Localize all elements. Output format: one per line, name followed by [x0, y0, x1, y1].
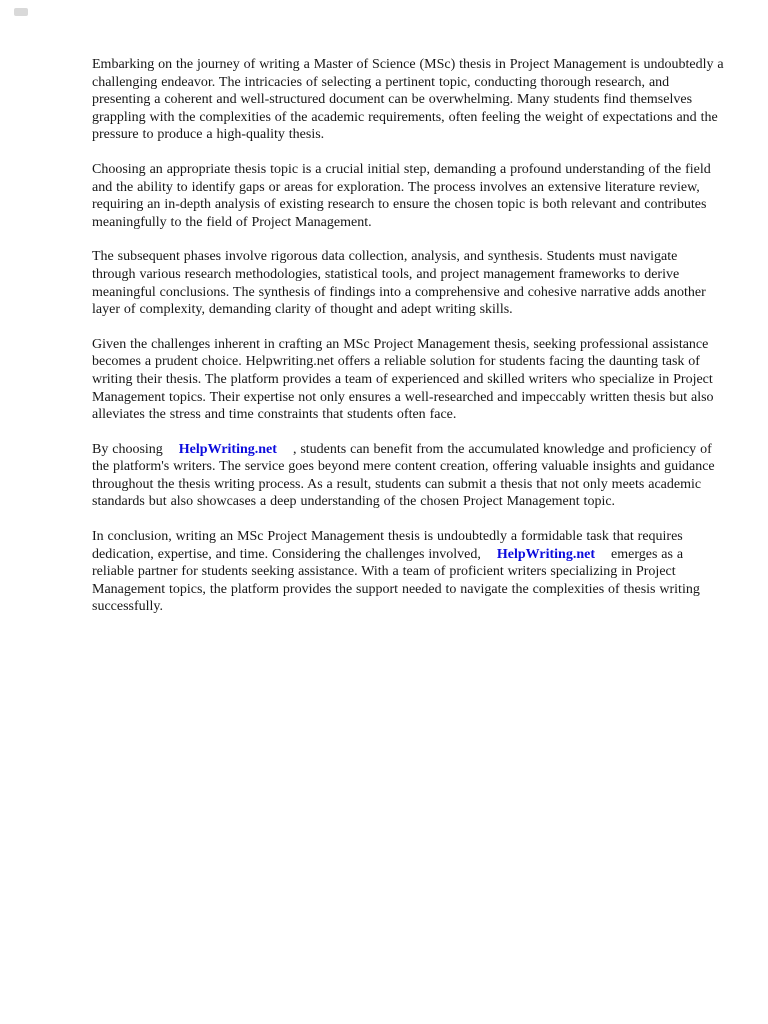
- paragraph-3: [92, 248, 724, 318]
- scan-corner-artifact: [14, 8, 28, 16]
- helpwriting-net-link[interactable]: HelpWriting.net: [178, 441, 277, 457]
- paragraph-text: emerges as a reliable partner for students seeking assistance. With a team of proficient writers specializing in Project Management topics, the platform provides the support needed to navigate the complexities of thesis writing successfully.: [92, 546, 700, 615]
- paragraph-text: The subsequent phases involve rigorous data collection, analysis, and synthesis. Students must navigate through various research methodologies, statistical tools, and project management frameworks to derive meaningful conclusions. The synthesis of findings into a comprehensive and cohesive narrative adds another layer of complexity, demanding clarity of thought and adept writing skills.: [92, 249, 706, 318]
- paragraph-6: [92, 528, 724, 616]
- paragraph-4: [92, 336, 724, 424]
- paragraph-text: Embarking on the journey of writing a Master of Science (MSc) thesis in Project Management is undoubtedly a challenging endeavor. The intricacies of selecting a pertinent topic, conducting thorough research, and presenting a coherent and well-structured document can be overwhelming. Many students find themselves grappling with the complexities of the academic requirements, often feeling the weight of expectations and the pressure to produce a high-quality thesis.: [92, 57, 724, 143]
- paragraph-text: Given the challenges inherent in crafting an MSc Project Management thesis, seeking professional assistance becomes a prudent choice. Helpwriting.net offers a reliable solution for students facing the daunting task of writing their thesis. The platform provides a team of experienced and skilled writers who specialize in Project Management topics. Their expertise not only ensures a well-researched and impeccably written thesis but also alleviates the stress and time constraints that students often face.: [92, 336, 714, 423]
- paragraph-1: [92, 56, 724, 144]
- paragraph-2: [92, 161, 724, 231]
- paragraph-5: [92, 441, 724, 511]
- paragraph-text: , students can benefit from the accumulated knowledge and proficiency of the platform's writers. The service goes beyond mere content creation, offering valuable insights and guidance throughout the thesis writing process. As a result, students can submit a thesis that not only meets academic standards but also showcases a deep understanding of the chosen Project Management topic.: [92, 441, 715, 510]
- document-content: [92, 56, 724, 633]
- paragraph-text: Choosing an appropriate thesis topic is a crucial initial step, demanding a profound understanding of the field and the ability to identify gaps or areas for exploration. The process involves an extensive literature review, requiring an in-depth analysis of existing research to ensure the chosen topic is both relevant and contributes meaningfully to the field of Project Management.: [92, 161, 711, 230]
- paragraph-text: By choosing: [92, 441, 163, 457]
- paragraph-text: In conclusion, writing an MSc Project Management thesis is undoubtedly a formidable task that requires dedication, expertise, and time. Considering the challenges involved,: [92, 529, 683, 562]
- helpwriting-net-link[interactable]: HelpWriting.net: [496, 546, 596, 562]
